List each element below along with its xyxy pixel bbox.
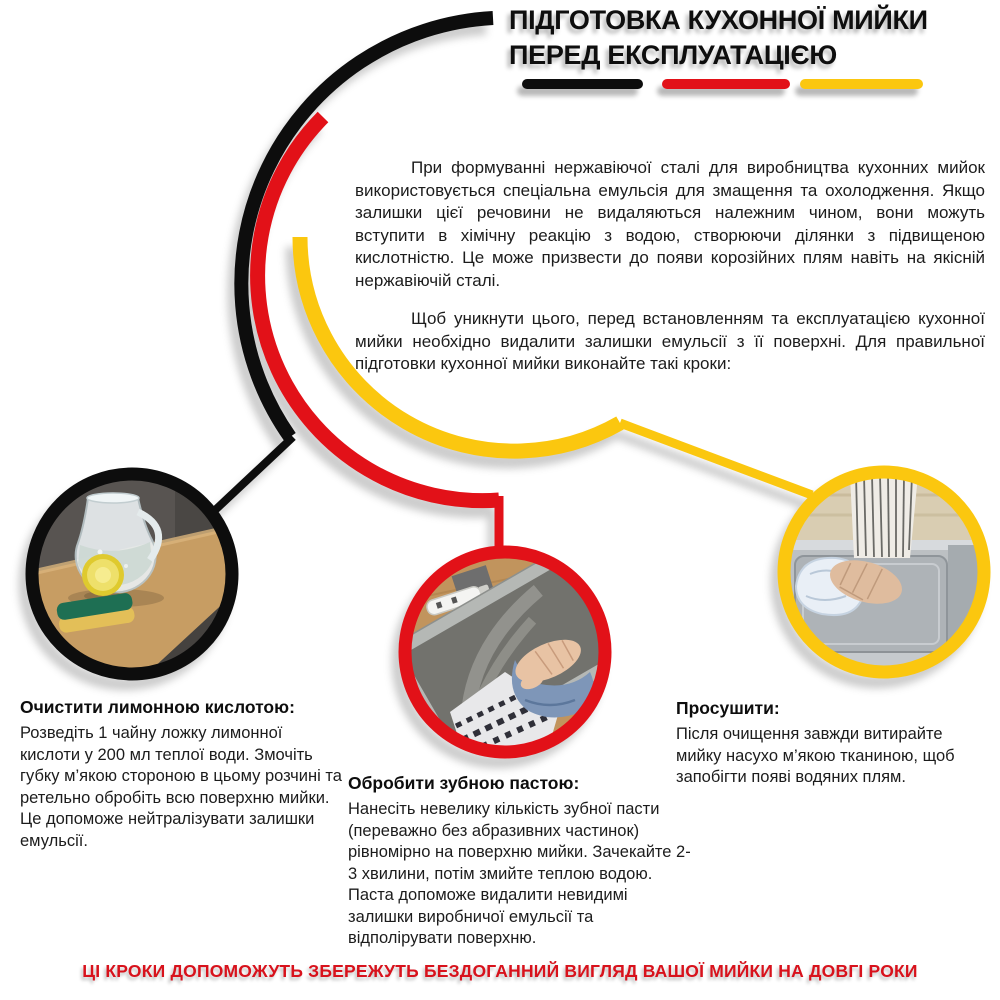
step3-body: Після очищення завжди витирайте мийку насухо м’якою тканиною, щоб запобігти появі водяних плям.	[676, 725, 955, 786]
step2-heading: Обробити зубною пастою:	[348, 773, 580, 793]
striped-sleeve	[850, 475, 918, 558]
black-underline-bar	[522, 79, 643, 89]
page-title-line2: ПЕРЕД ЕКСПЛУАТАЦІЄЮ	[509, 40, 837, 70]
page-title	[509, 3, 979, 73]
intro-paragraph-1: При формуванні нержавіючої сталі для виробництва кухонних мийок використовується спеціальна емульсія для змащення та охолодження. Якщо залишки цієї речовини не видаляються належним чином, вони можуть вступити в хімічну реакцію з водою, створюючи ділянки з підвищеною кислотністю. Це може призвести до появи корозійних плям навіть на якісній нержавіючій сталі.	[355, 158, 985, 290]
page-title-line1: ПІДГОТОВКА КУХОННОЇ МИЙКИ	[509, 5, 928, 35]
intro-paragraph-2: Щоб уникнути цього, перед встановленням та експлуатацією кухонної мийки необхідно видалити залишки емульсії з її поверхні. Для правильної підготовки кухонної мийки виконайте такі кроки:	[355, 309, 985, 373]
black-connector-line	[212, 437, 293, 513]
step-block-toothpaste	[348, 773, 693, 950]
step3-heading: Просушити:	[676, 698, 780, 718]
step2-body: Нанесіть невелику кількість зубної пасти (переважно без абразивних частинок) рівномірно на поверхню мийки. Зачекайте 2-3 хвилини, потім змийте теплою водою. Паста допоможе видалити невидимі залишки виробничої емульсії та відполірувати поверхню.	[348, 800, 691, 947]
step-block-lemon-acid	[20, 697, 342, 852]
footer-slogan: ЦІ КРОКИ ДОПОМОЖУТЬ ЗБЕРЕЖУТЬ БЕЗДОГАННИЙ ВИГЛЯД ВАШОЇ МИЙКИ НА ДОВГІ РОКИ	[82, 961, 918, 981]
yellow-underline-bar	[800, 79, 923, 89]
yellow-connector-line	[620, 423, 812, 495]
step1-body: Розведіть 1 чайну ложку лимонної кислоти у 200 мл теплої води. Змочіть губку м’якою стороною в цьому розчині та ретельно обробіть всю поверхню мийки. Це допоможе нейтралізувати залишки емульсії.	[20, 724, 342, 850]
intro-text	[355, 157, 985, 376]
step1-heading: Очистити лимонною кислотою:	[20, 697, 295, 717]
red-underline-bar	[662, 79, 790, 89]
step-block-dry	[676, 698, 988, 789]
lemon-half	[82, 554, 124, 601]
